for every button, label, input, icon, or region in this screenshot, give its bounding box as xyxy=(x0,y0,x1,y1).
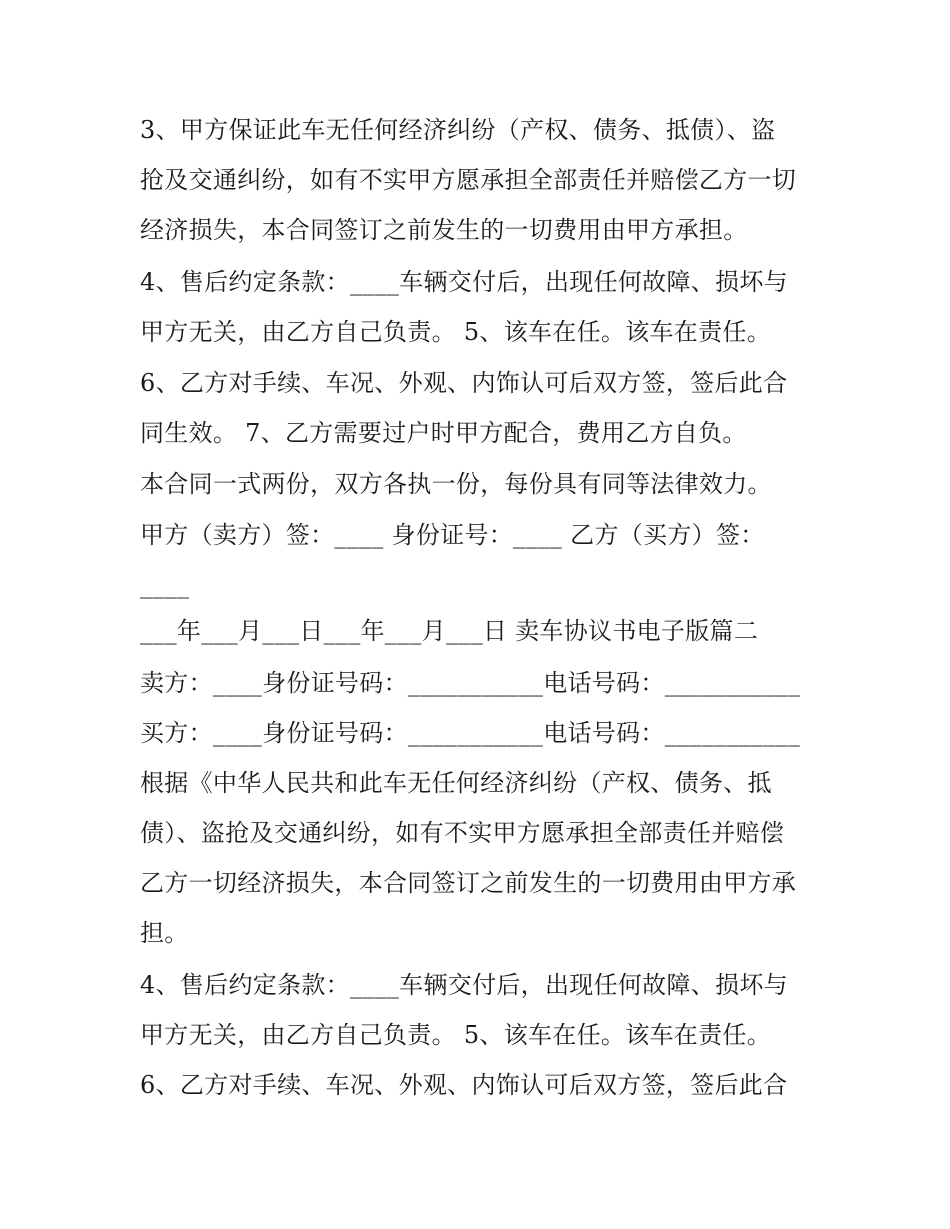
text-line: 本合同一式两份，双方各执一份，每份具有同等法律效力。 xyxy=(140,470,772,498)
text-line: 同生效。 7、乙方需要过户时甲方配合，费用乙方自负。 xyxy=(140,419,747,447)
text-line: 抢及交通纠纷，如有不实甲方愿承担全部责任并赔偿乙方一切 xyxy=(140,166,797,194)
text-line: 经济损失，本合同签订之前发生的一切费用由甲方承担。 xyxy=(140,216,748,244)
text-line: 4、售后约定条款：____车辆交付后，出现任何故障、损坏与 xyxy=(140,268,788,296)
text-line: 4、售后约定条款：____车辆交付后，出现任何故障、损坏与 xyxy=(140,971,788,999)
text-line: 乙方一切经济损失，本合同签订之前发生的一切费用由甲方承 xyxy=(140,869,797,897)
seller-info-line: 卖方：____身份证号码：___________电话号码：___________ xyxy=(140,669,800,697)
text-line: 担。 xyxy=(140,919,189,947)
text-line: 甲方无关，由乙方自己负责。 5、该车在任。该车在责任。 xyxy=(140,1021,771,1049)
signature-line: 甲方（卖方）签：____ 身份证号：____ 乙方（买方）签： xyxy=(140,521,765,549)
buyer-info-line: 买方：____身份证号码：___________电话号码：___________ xyxy=(140,719,800,747)
text-line: 根据《中华人民共和此车无任何经济纠纷（产权、债务、抵 xyxy=(140,769,772,797)
signature-blank: ____ xyxy=(140,571,190,599)
text-line: 6、乙方对手续、车况、外观、内饰认可后双方签，签后此合 xyxy=(140,369,788,397)
text-line: 3、甲方保证此车无任何经济纠纷（产权、债务、抵债）、盗 xyxy=(140,116,776,144)
date-line: ___年___月___日___年___月___日 卖车协议书电子版篇二 xyxy=(140,617,759,645)
text-line: 6、乙方对手续、车况、外观、内饰认可后双方签，签后此合 xyxy=(140,1071,788,1099)
text-line: 甲方无关，由乙方自己负责。 5、该车在任。该车在责任。 xyxy=(140,318,771,346)
text-line: 债）、盗抢及交通纠纷，如有不实甲方愿承担全部责任并赔偿 xyxy=(140,819,785,847)
